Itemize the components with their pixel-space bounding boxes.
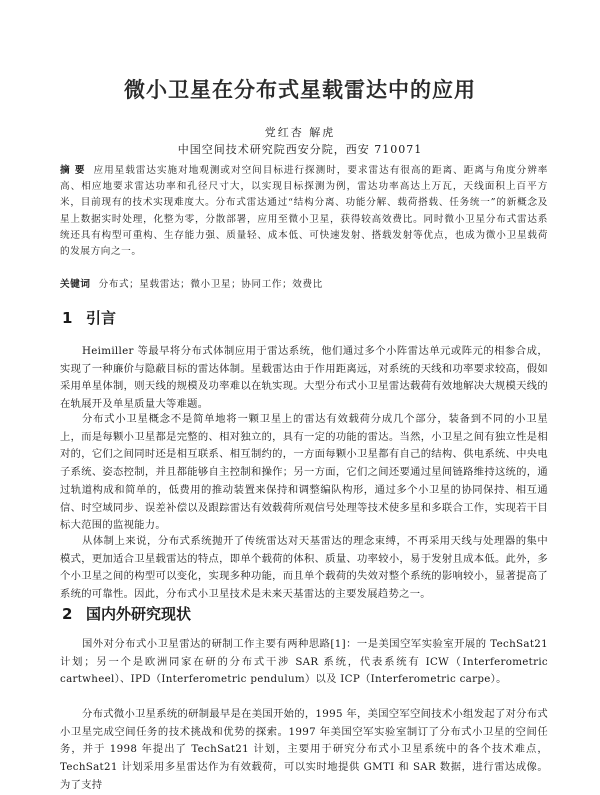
affiliation: 中国空间技术研究院西安分院，西安 710071 bbox=[177, 143, 423, 156]
section-number: 2 bbox=[62, 605, 73, 623]
keywords bbox=[60, 276, 548, 290]
paragraph: 从体制上来说，分布式系统抛开了传统雷达对天基雷达的理念束缚，不再采用天线与处理器的集中模式，更加适合卫星载雷达的特点，即单个载荷的体积、质量、功率较小，易于发射且成本低。此外，多个小卫星之间的构型可以变化，实现多种功能，而且单个载荷的失效对整个系统的影响较小，显著提高了系统的可靠性。因此，分布式小卫星技术是未来天基雷达的主要发展趋势之一。 bbox=[60, 535, 548, 601]
section-number: 1 bbox=[62, 309, 73, 327]
paper-title: 微小卫星在分布式星载雷达中的应用 bbox=[124, 77, 476, 102]
section-heading-research bbox=[62, 603, 191, 624]
section-title: 引言 bbox=[86, 309, 117, 327]
authors: 党红杏 解虎 bbox=[264, 126, 336, 139]
keywords-label: 关键词 bbox=[60, 279, 91, 290]
paragraph: Heimiller 等最早将分布式体制应用于雷达系统，他们通过多个小阵雷达单元或阵元的相参合成，实现了一种廉价与隐蔽目标的雷达体制。星载雷达由于作用距离远，对系统的天线和功率要求较高，假如采用单星体制，则天线的规模及功率难以在轨实现。大型分布式小卫星雷达载荷有效地解决大规模天线的在轨展开及单星质量大等难题。 bbox=[60, 345, 548, 411]
paragraph: 国外对分布式小卫星雷达的研制工作主要有两种思路[1]：一是美国空军实验室开展的 TechSat21 计划；另一个是欧洲同家在研的分布式干涉 SAR 系统，代表系统有 ICW（Interferometric cartwheel）、IPD（Interferometric pendulum）以及 ICP（Interferometric carpe）。 bbox=[60, 638, 548, 686]
paragraph: 分布式微小卫星系统的研制最早是在美国开始的，1995 年，美国空军空间技术小组发起了对分布式小卫星完成空间任务的技术挑战和优势的探索。1997 年美国空军实验室制订了分布式小卫星的空间任务，并于 1998 年提出了 TechSat21 计划，主要用于研究分布式小卫星系统中的各个技术难点，TechSat21 计划采用多星雷达作为有效载荷，可以实时地提供 GMTI 和 SAR 数据，进行雷达成像。为了支持 bbox=[60, 708, 548, 791]
abstract-text: 应用星载雷达实施对地观测或对空间目标进行探测时，要求雷达有很高的距离、距离与角度分辨率高、相应地要求雷达功率和孔径尺寸大，以实现目标探测为例，雷达功率高达上万瓦，天线面积上百平方米，目前现有的技术实现难度大。分布式雷达通过“结构分离、功能分解、载荷搭载、任务统一”的新概念及星上数据实时处理，化整为零，分散部署，应用至微小卫星，获得较高效费比。同时微小卫星分布式雷达系统还具有构型可重构、生存能力强、质量轻、成本低、可快速发射、搭载发射等优点，也成为微小卫星载荷的发展方向之一。 bbox=[60, 165, 548, 258]
abstract-label: 摘 要 bbox=[60, 165, 86, 176]
keywords-text: 分布式；星载雷达；微小卫星；协同工作；效费比 bbox=[98, 279, 323, 290]
section-title: 国内外研究现状 bbox=[86, 605, 192, 623]
abstract bbox=[60, 163, 548, 260]
section-heading-intro bbox=[62, 307, 116, 328]
paragraph: 分布式小卫星概念不是简单地将一颗卫星上的雷达有效载荷分成几个部分，装备到不同的小卫星上，而是每颗小卫星都是完整的、相对独立的，具有一定的功能的雷达。当然，小卫星之间有独立性是相对的，它们之间同时还是相互联系、相互制约的，一方面每颗小卫星都有自己的结构、供电系统、中央电子系统、姿态控制，并且都能够自主控制和操作；另一方面，它们之间还要通过星间链路维持这统的，通过轨道构成和简单的，低费用的推动装置来保持和调整编队构形，通过多个小卫星的协同保持、相互通信、时空域同步、误差补偿以及跟踪雷达有效载荷所观信号处理等技术使多星和多联合工作，实现若干目标大范围的监视能力。 bbox=[60, 413, 548, 532]
